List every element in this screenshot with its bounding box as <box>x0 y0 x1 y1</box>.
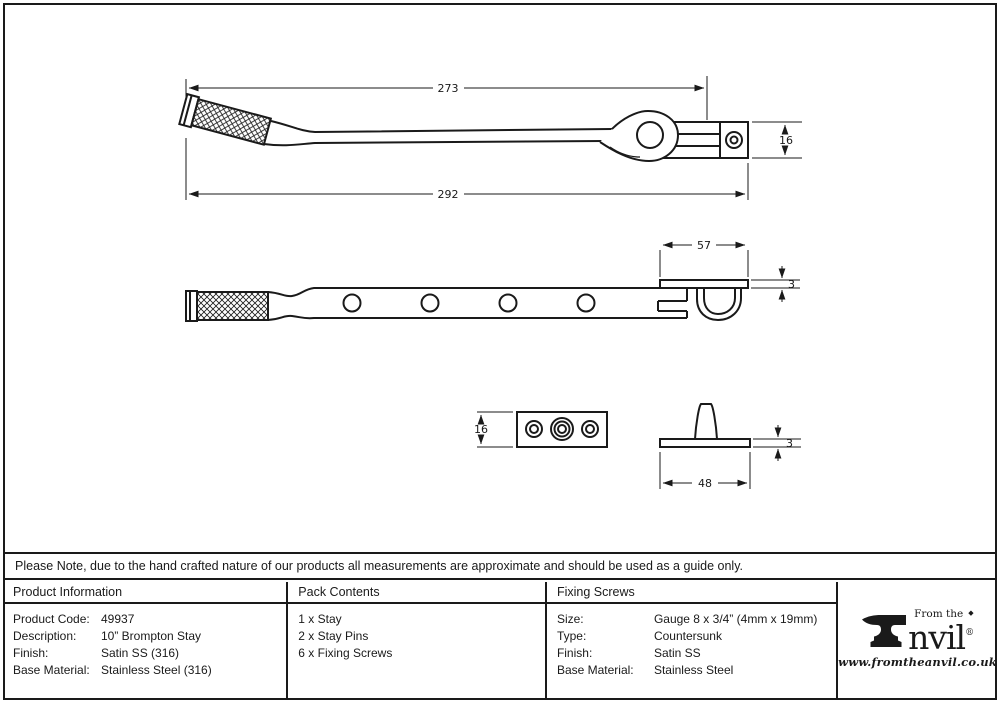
spec-row <box>13 611 282 628</box>
stay-side-view <box>179 76 802 201</box>
product-information-column <box>3 582 286 700</box>
pack-contents-column <box>286 582 545 700</box>
spec-row <box>557 645 832 662</box>
fixing-screws-column <box>545 582 836 700</box>
stay-pivot-end <box>600 111 678 161</box>
dim-3-pin-label: 3 <box>786 437 793 450</box>
stay-arm <box>264 121 612 145</box>
spec-label: Base Material: <box>556 663 634 677</box>
product-information-header: Product Information <box>3 582 286 604</box>
brand-logo <box>861 607 975 657</box>
spec-row <box>13 645 282 662</box>
stay-handle <box>179 94 271 146</box>
spec-value: 49937 <box>101 612 135 626</box>
note-row <box>3 552 997 580</box>
stay-pin-view <box>660 404 801 490</box>
spec-value: Gauge 8 x 3/4” (4mm x 19mm) <box>653 612 818 626</box>
spec-label: Type: <box>556 629 587 643</box>
registered-mark: ® <box>965 627 975 638</box>
pack-item: 1 x Stay <box>298 612 342 626</box>
pack-contents-header: Pack Contents <box>288 582 545 604</box>
brand-logo-cell <box>836 582 997 700</box>
spec-label: Product Code: <box>13 612 90 626</box>
spec-label: Finish: <box>556 646 593 660</box>
mounting-plate <box>660 280 748 288</box>
spec-value: Satin SS (316) <box>101 646 180 660</box>
spec-label: Base Material: <box>13 663 90 677</box>
spec-table <box>3 582 997 700</box>
brand-name: nvil® <box>908 617 975 657</box>
stay-plan-view <box>186 239 800 321</box>
dim-273-label: 273 <box>437 82 459 95</box>
note-text: Please Note, due to the hand crafted nature of our products all measurements are approximate and should be used as a guide only. <box>15 559 744 573</box>
spec-row <box>13 628 282 645</box>
dim-16-keeper-label: 16 <box>474 423 488 436</box>
brand-from-the: From the <box>914 607 964 620</box>
diamond-icon: ◆ <box>968 608 974 617</box>
anvil-icon <box>861 613 907 649</box>
dim-48-label: 48 <box>698 477 712 490</box>
spec-row <box>13 662 282 679</box>
spec-value: Stainless Steel (316) <box>101 663 212 677</box>
dim-57-label: 57 <box>697 239 711 252</box>
spec-row <box>557 611 832 628</box>
spec-row <box>557 662 832 679</box>
spec-value: Satin SS <box>653 646 701 660</box>
spec-value: Countersunk <box>653 629 722 643</box>
pack-item: 6 x Fixing Screws <box>298 646 393 660</box>
keeper-plate-view <box>474 412 607 447</box>
spec-label: Description: <box>13 629 77 643</box>
spec-label: Finish: <box>13 646 49 660</box>
spec-row <box>557 628 832 645</box>
fixing-screws-header: Fixing Screws <box>547 582 836 604</box>
spec-value: 10” Brompton Stay <box>101 629 202 643</box>
spec-value: Stainless Steel <box>653 663 734 677</box>
pack-item: 2 x Stay Pins <box>298 629 369 643</box>
dim-292-label: 292 <box>437 188 459 201</box>
spec-label: Size: <box>556 612 584 626</box>
dim-3-plate-label: 3 <box>788 278 795 291</box>
dim-16-bracket-label: 16 <box>779 134 793 147</box>
brand-url: www.fromtheanvil.co.uk <box>838 654 997 669</box>
